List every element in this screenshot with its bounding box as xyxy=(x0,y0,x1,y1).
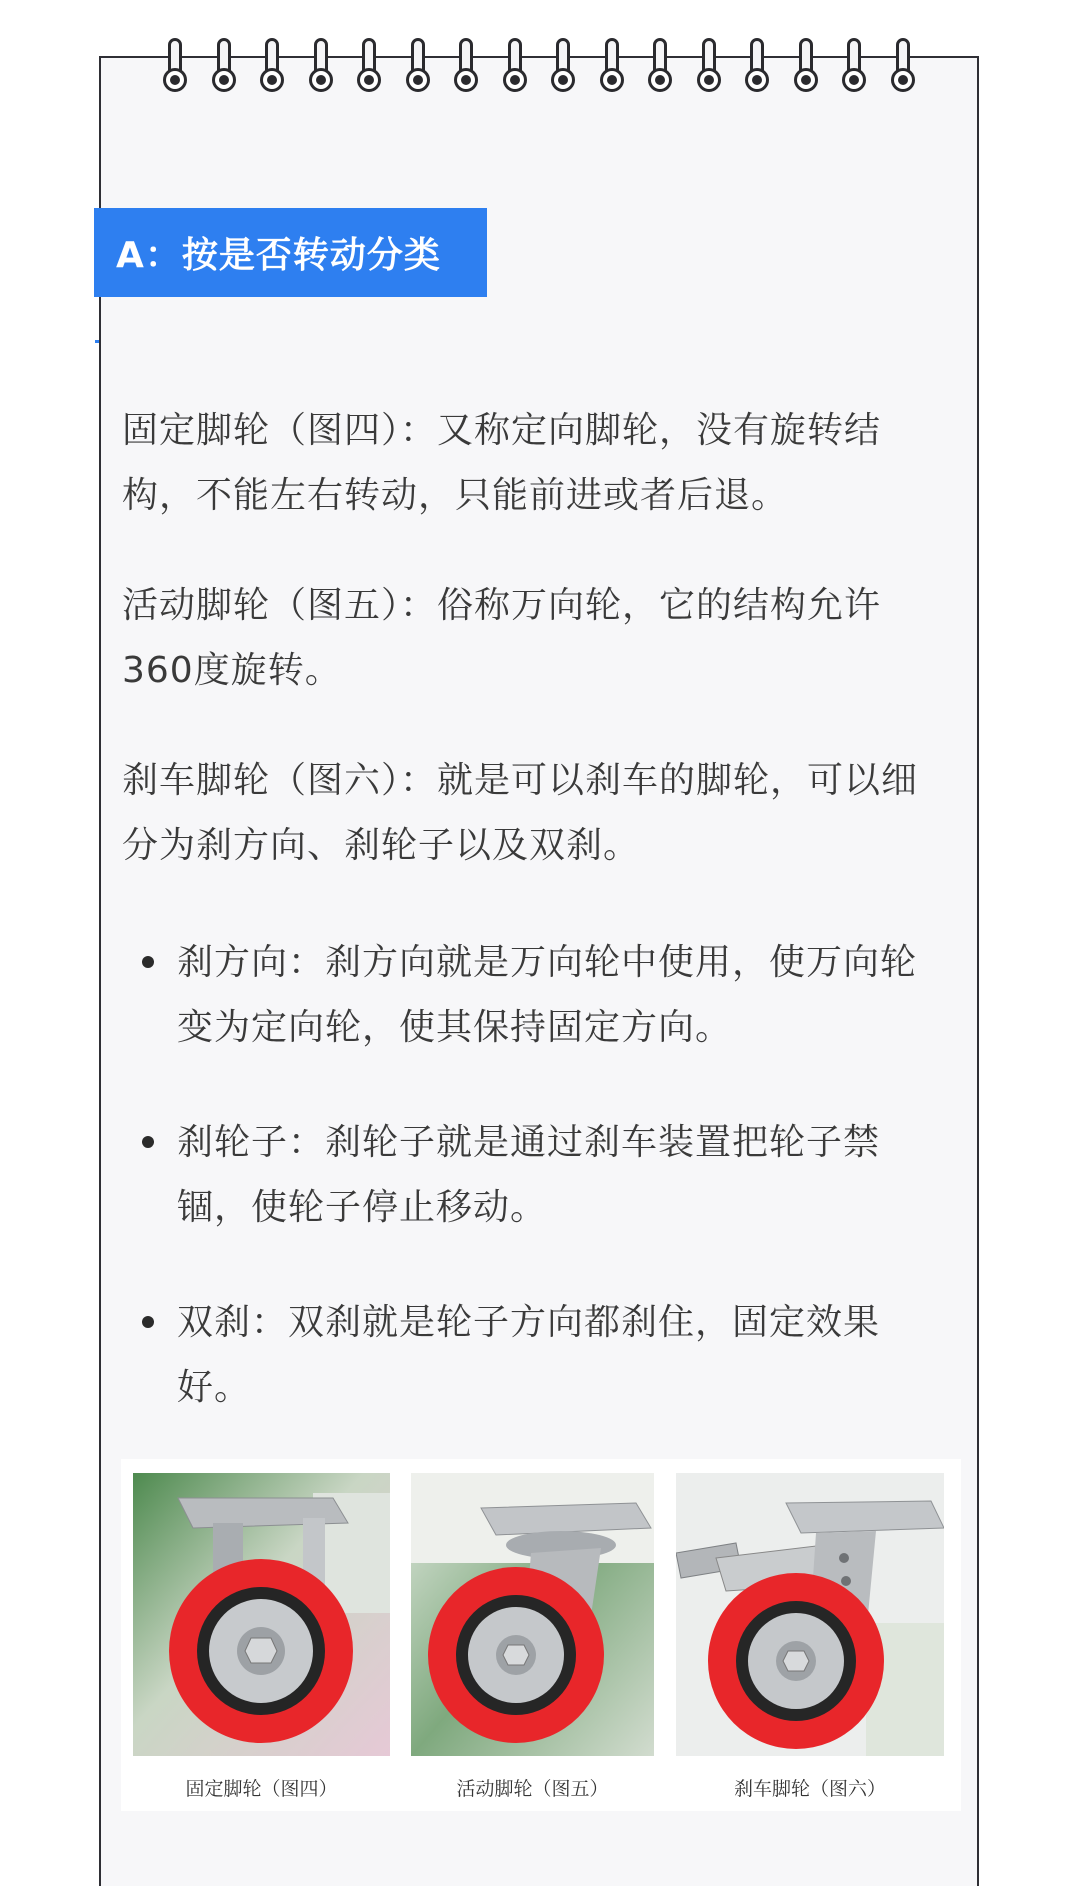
figure-caption: 刹车脚轮（图六） xyxy=(733,1778,886,1800)
spiral-binding xyxy=(0,0,1080,100)
binding-ring xyxy=(356,38,382,94)
bullet-icon xyxy=(142,1316,154,1328)
binding-ring xyxy=(211,38,237,94)
section-title: A：按是否转动分类 xyxy=(116,235,441,276)
paragraph-brake-caster: 刹车脚轮（图六）：就是可以刹车的脚轮，可以细分为刹方向、刹轮子以及双刹。 xyxy=(122,760,919,866)
binding-ring xyxy=(647,38,673,94)
section-header xyxy=(94,208,487,297)
brake-caster-photo xyxy=(676,1473,944,1756)
header-tail-mark xyxy=(95,340,99,343)
binding-ring xyxy=(841,38,867,94)
binding-ring xyxy=(405,38,431,94)
swivel-caster-photo xyxy=(411,1473,654,1756)
figure-caption: 活动脚轮（图五） xyxy=(456,1778,609,1800)
caster-figures xyxy=(121,1459,961,1811)
fixed-caster-photo xyxy=(133,1473,390,1756)
bullet-icon xyxy=(142,1136,154,1148)
binding-ring xyxy=(696,38,722,94)
binding-ring xyxy=(453,38,479,94)
binding-ring xyxy=(744,38,770,94)
binding-ring xyxy=(308,38,334,94)
bullet-icon xyxy=(142,956,154,968)
binding-ring xyxy=(599,38,625,94)
figure-caption: 固定脚轮（图四） xyxy=(185,1778,338,1800)
list-item: 双刹：双刹就是轮子方向都刹住，固定效果好。 xyxy=(142,1290,942,1420)
list-item: 刹方向：刹方向就是万向轮中使用，使万向轮变为定向轮，使其保持固定方向。 xyxy=(142,930,942,1060)
binding-ring xyxy=(550,38,576,94)
paragraph-fixed-caster: 固定脚轮（图四）：又称定向脚轮，没有旋转结构，不能左右转动，只能前进或者后退。 xyxy=(122,410,882,516)
binding-ring xyxy=(890,38,916,94)
binding-ring xyxy=(793,38,819,94)
list-item: 刹轮子：刹轮子就是通过刹车装置把轮子禁锢，使轮子停止移动。 xyxy=(142,1110,942,1240)
binding-ring xyxy=(502,38,528,94)
binding-ring xyxy=(162,38,188,94)
paragraph-swivel-caster: 活动脚轮（图五）：俗称万向轮，它的结构允许360度旋转。 xyxy=(122,585,882,691)
binding-ring xyxy=(259,38,285,94)
